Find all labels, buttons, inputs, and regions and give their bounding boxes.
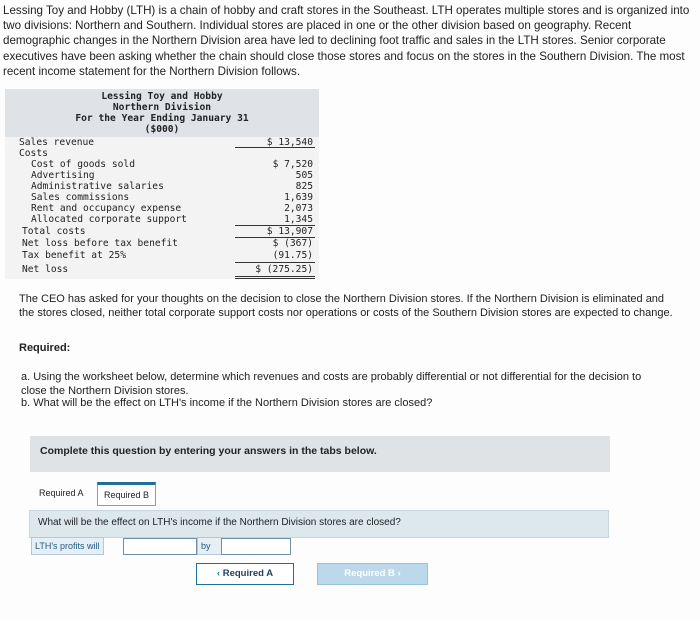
- cost-item-row: [5, 170, 319, 181]
- statement-header: [5, 89, 319, 137]
- cost-item-label: Advertising: [31, 170, 95, 181]
- costs-label: Costs: [19, 148, 48, 159]
- prev-required-a-button[interactable]: [196, 563, 294, 585]
- prev-button-label: Required A: [222, 568, 274, 579]
- statement-period: For the Year Ending January 31: [75, 113, 249, 124]
- total-costs-label: Total costs: [22, 226, 86, 237]
- chevron-left-icon: ‹: [216, 568, 223, 579]
- income-statement: [5, 89, 319, 279]
- cost-item-label: Sales commissions: [31, 192, 130, 203]
- net-loss-before-label: Net loss before tax benefit: [22, 238, 178, 249]
- cost-item-row: [5, 214, 319, 225]
- cost-item-label: Cost of goods sold: [31, 159, 135, 170]
- tax-benefit-row: [5, 250, 319, 261]
- tax-benefit-value: (91.75): [272, 250, 313, 261]
- cost-item-row: [5, 181, 319, 192]
- cost-item-row: [5, 159, 319, 170]
- next-button-label: Required B: [344, 568, 395, 579]
- cost-item-value: 825: [295, 181, 313, 192]
- net-loss-before-row: [5, 238, 319, 249]
- cost-item-row: [5, 203, 319, 214]
- sales-label: Sales revenue: [19, 137, 95, 148]
- divider: [235, 262, 315, 263]
- instruction-text: Complete this question by entering your answers in the tabs below.: [40, 445, 377, 457]
- statement-company: Lessing Toy and Hobby: [101, 91, 223, 102]
- cost-item-value: 2,073: [284, 203, 313, 214]
- net-loss-before-value: $ (367): [272, 238, 313, 249]
- costs-row: [5, 148, 319, 159]
- total-costs-row: [5, 226, 319, 237]
- tab-required-a[interactable]: Required A: [33, 482, 90, 504]
- statement-units: ($000): [144, 124, 180, 135]
- net-loss-value: $ (275.25): [255, 264, 313, 275]
- requirement-b: b. What will be the effect on LTH's income if the Northern Division stores are closed?: [21, 397, 433, 409]
- by-label: by: [197, 537, 222, 555]
- statement-division: Northern Division: [112, 102, 212, 113]
- cost-item-value: $ 7,520: [272, 159, 313, 170]
- profits-direction-select[interactable]: [123, 538, 197, 555]
- tab-required-b[interactable]: Required B: [97, 482, 156, 506]
- cost-item-label: Rent and occupancy expense: [31, 203, 182, 214]
- sales-value: $ 13,540: [266, 137, 313, 148]
- double-underline: [235, 276, 315, 279]
- question-bar: [29, 510, 609, 538]
- cost-item-value: 1,345: [284, 214, 313, 225]
- net-loss-row: [5, 264, 319, 275]
- net-loss-label: Net loss: [22, 264, 69, 275]
- cost-item-row: [5, 192, 319, 203]
- amount-input[interactable]: [221, 538, 291, 555]
- answer-prefix: LTH's profits will: [31, 537, 104, 555]
- question-text: What will be the effect on LTH's income if the Northern Division stores are closed?: [38, 517, 401, 528]
- cost-item-value: 505: [295, 170, 313, 181]
- next-required-b-button[interactable]: [317, 563, 428, 585]
- cost-item-value: 1,639: [284, 192, 313, 203]
- cost-item-label: Administrative salaries: [31, 181, 164, 192]
- ceo-paragraph: The CEO has asked for your thoughts on the decision to close the Northern Division stores. If the Northern Division is eliminated and the stores closed, neither total corporate support costs nor operations or costs of the Southern Division stores are expected to change.: [19, 293, 673, 319]
- tax-benefit-label: Tax benefit at 25%: [22, 250, 126, 261]
- instruction-panel: [30, 436, 610, 472]
- cost-item-label: Allocated corporate support: [31, 214, 187, 225]
- chevron-right-icon: ›: [394, 568, 401, 579]
- total-costs-value: $ 13,907: [266, 226, 313, 237]
- requirement-a: a. Using the worksheet below, determine which revenues and costs are probably differential or not differential for the decision to close the Northern Division stores.: [21, 371, 642, 397]
- required-heading: Required:: [19, 342, 71, 354]
- intro-text: Lessing Toy and Hobby (LTH) is a chain of hobby and craft stores in the Southeast. LTH operates multiple stores and is organized into two divisions: Northern and Southern. Individual stores are placed in one or the other division based on geography. Recent demographic changes in the Northern Division area have led to declining foot traffic and sales in the LTH stores. Senior corporate executives have been asking whether the chain should close those stores and focus on the stores in the Southern Division. The most recent income statement for the Northern Division follows.: [3, 4, 690, 78]
